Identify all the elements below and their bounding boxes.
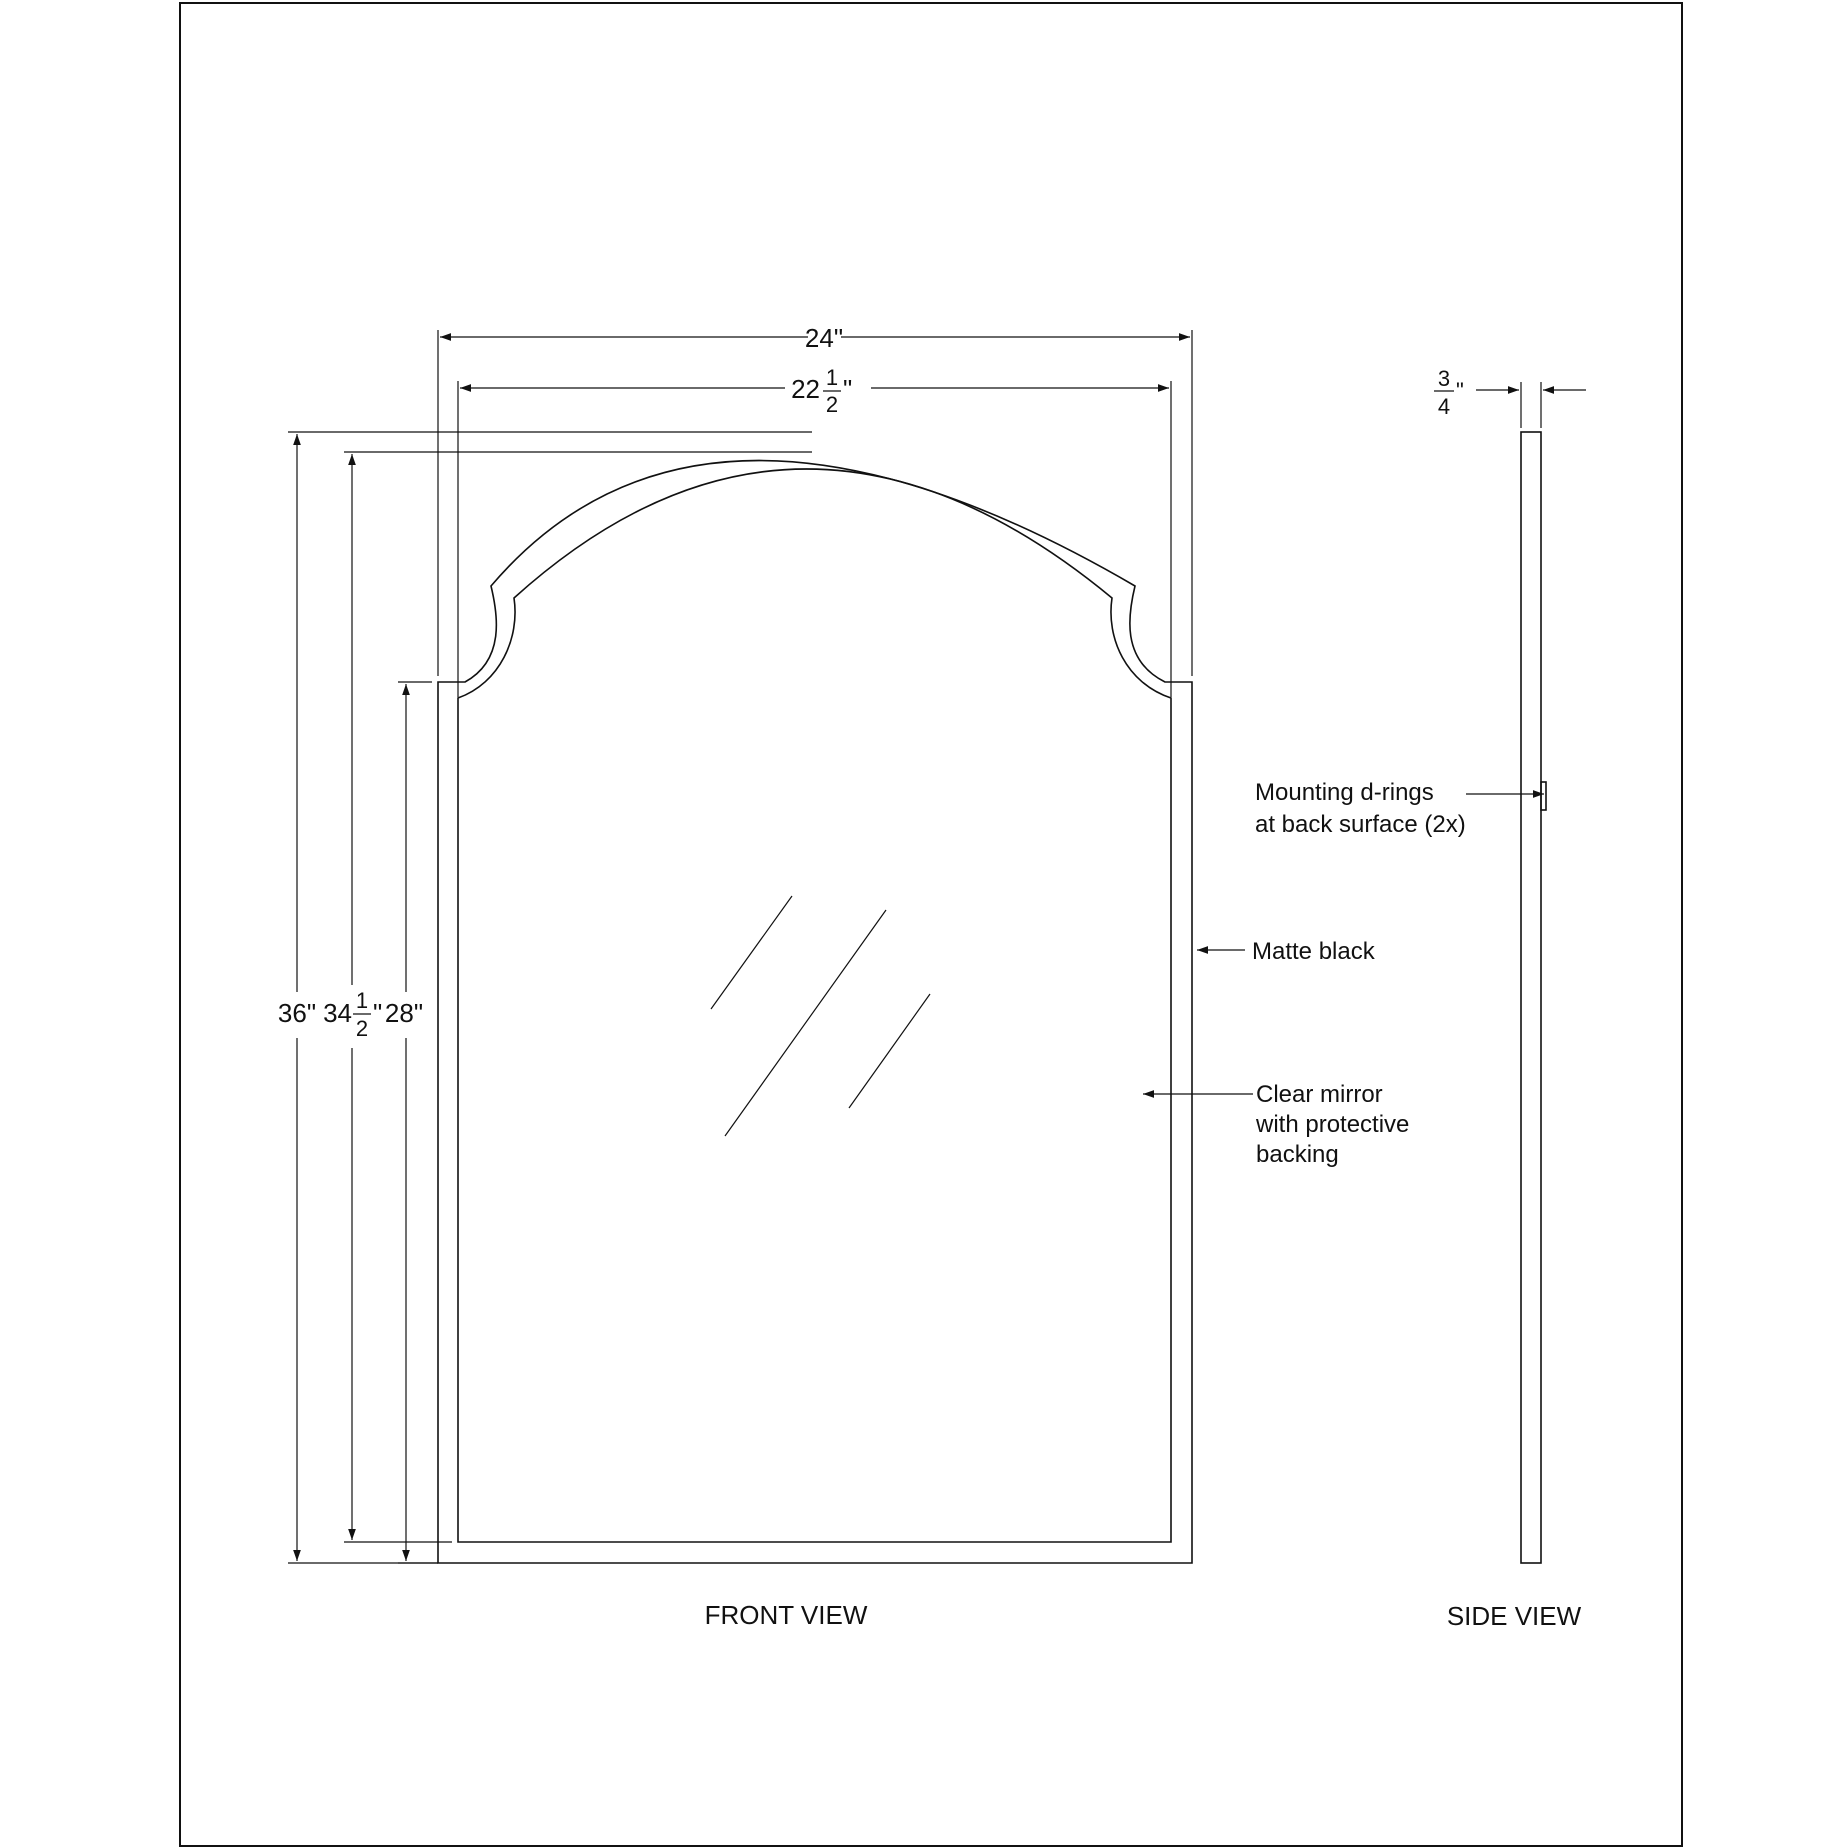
glass-reflection-marks bbox=[711, 896, 930, 1136]
callout-clear-mirror-text: Clear mirror with protective backing bbox=[1256, 1081, 1410, 1168]
dim-22-num: 1 bbox=[825, 365, 839, 390]
dim-34-den: 2 bbox=[355, 1016, 369, 1041]
dim-inner-height bbox=[323, 452, 812, 1542]
dim-depth bbox=[1434, 366, 1586, 428]
dim-22-unit: " bbox=[843, 374, 853, 404]
dim-34-unit: " bbox=[373, 998, 383, 1028]
dim-34-num: 1 bbox=[355, 988, 369, 1013]
callout-matte-black bbox=[1197, 938, 1376, 965]
dim-36-label: 36" bbox=[277, 998, 317, 1028]
dim-34-whole: 34 bbox=[323, 998, 352, 1028]
callout-matte-black-text: Matte black bbox=[1252, 938, 1375, 965]
callout-d-rings bbox=[1255, 779, 1544, 838]
dim-depth-den: 4 bbox=[1437, 394, 1451, 419]
side-view-label: SIDE VIEW bbox=[1446, 1601, 1582, 1631]
side-profile bbox=[1521, 432, 1541, 1563]
dim-28-label: 28" bbox=[384, 998, 424, 1028]
mirror-inner-outline bbox=[458, 469, 1171, 1542]
front-view-label: FRONT VIEW bbox=[704, 1600, 868, 1630]
dim-22-whole: 22 bbox=[791, 374, 820, 404]
d-ring bbox=[1541, 782, 1546, 810]
sheet-border bbox=[180, 3, 1682, 1846]
front-view bbox=[438, 461, 1192, 1564]
dim-24-label: 24" bbox=[804, 323, 844, 353]
dim-side-height bbox=[385, 682, 438, 1563]
callout-d-rings-text: Mounting d-rings at back surface (2x) bbox=[1255, 779, 1466, 838]
dim-depth-num: 3 bbox=[1437, 366, 1451, 391]
callout-clear-mirror bbox=[1143, 1081, 1416, 1168]
dim-depth-unit: " bbox=[1456, 378, 1464, 403]
side-view bbox=[1521, 432, 1546, 1563]
dim-22-den: 2 bbox=[825, 392, 839, 417]
dim-inner-width bbox=[458, 365, 1171, 697]
frame-outer-outline bbox=[438, 461, 1192, 1564]
